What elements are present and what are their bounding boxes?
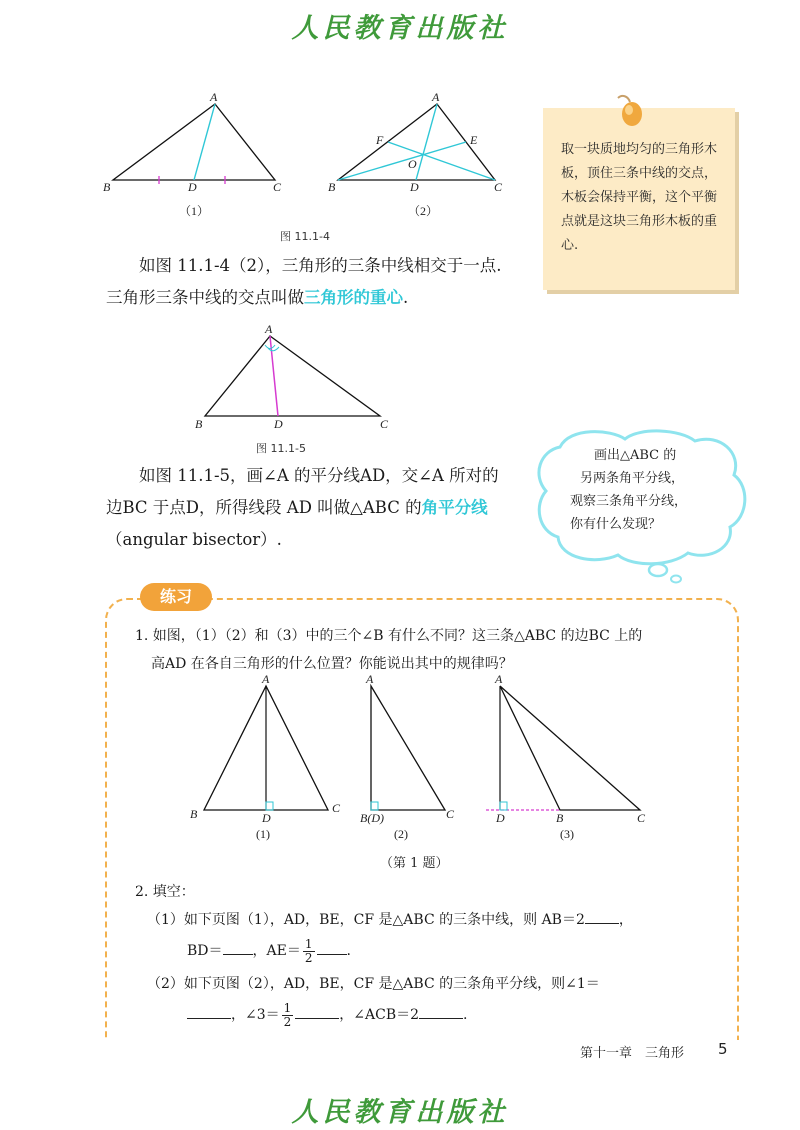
fraction-half-1 (303, 938, 315, 965)
fig4-2-label-o: O (408, 157, 417, 171)
q1-line-1: 1. 如图，（1）（2）和（3）中的三个∠B 有什么不同？这三条△ABC 的边BC 上的 (135, 628, 643, 644)
ex-f1-label-d: D (262, 811, 271, 825)
figure-11-1-5-caption: 图 11.1-5 (256, 442, 306, 455)
fig5-label-d: D (274, 417, 283, 431)
ex-f1-label-b: B (190, 807, 198, 821)
bubble-line-4: 你有什么发现？ (570, 517, 662, 532)
blank-ae[interactable] (317, 938, 347, 955)
fig4-1-label-c: C (273, 180, 282, 194)
exercise-q2 (135, 878, 725, 1032)
q2-item1-line2 (135, 934, 725, 968)
figure-11-1-4-caption: 图 11.1-4 (280, 230, 330, 243)
fig4-2-label-a: A (432, 92, 440, 104)
exercise-figures (180, 672, 660, 844)
fraction-num-2: 1 (283, 1000, 292, 1015)
fig5-label-c: C (380, 417, 389, 431)
exercise-fig-caption: （第 1 题） (380, 856, 449, 871)
publisher-footer: 人民教育出版社 (291, 1097, 509, 1128)
fraction-half-2 (282, 1002, 294, 1029)
sidenote-card (543, 108, 735, 290)
q2-item2-angle3: ，∠3＝ (231, 1007, 280, 1023)
q2-item2-acb: ，∠ACB＝2 (339, 1007, 420, 1023)
fraction-den-2: 2 (283, 1014, 292, 1029)
bubble-line-3: 观察三条角平分线， (570, 494, 688, 509)
exercise-badge: 练习 (140, 583, 212, 611)
pushpin-icon (612, 92, 648, 132)
bubble-line-1: 画出△ABC 的 (594, 448, 677, 463)
page-number: 5 (718, 1040, 728, 1058)
paragraph-bisector-end: （angular bisector）. (106, 530, 282, 549)
q2-item2-line2 (135, 998, 725, 1032)
paragraph-centroid-end: . (403, 288, 409, 307)
fig4-1-label-d: D (188, 180, 197, 194)
ex-f3-sub: (3) (560, 827, 574, 841)
ex-f3-label-c: C (637, 811, 646, 825)
ex-f1-label-c: C (332, 801, 341, 815)
fig5-label-a: A (265, 322, 273, 336)
figure-11-1-4-part2 (320, 92, 520, 220)
paragraph-centroid (106, 250, 506, 314)
ex-f1-label-a: A (262, 672, 270, 686)
blank-ab[interactable] (585, 907, 619, 924)
bubble-line-2: 另两条角平分线， (580, 471, 685, 486)
fig4-2-label-c: C (494, 180, 503, 194)
q2-item1-text: （1）如下页图（1），AD，BE，CF 是△ABC 的三条中线，则 AB＝2 (147, 912, 585, 928)
footer-chapter: 第十一章 三角形 (580, 1046, 685, 1061)
q2-item2-end: . (463, 1007, 468, 1023)
ex-f2-label-a: A (366, 672, 374, 686)
ex-f1-sub: (1) (256, 827, 270, 841)
figure-11-1-4-part1 (95, 92, 295, 220)
q2-item1-ae: ，AE＝ (252, 943, 301, 959)
q1-line-2: 高AD 在各自三角形的什么位置？你能说出其中的规律吗？ (151, 656, 513, 672)
q2-item2-line1 (135, 970, 725, 998)
term-angle-bisector: 角平分线 (421, 498, 488, 517)
fig4-1-subcaption: （1） (179, 204, 210, 218)
fig4-1-label-b: B (103, 180, 111, 194)
ex-f3-label-d: D (496, 811, 505, 825)
blank-angle3[interactable] (295, 1002, 339, 1019)
q2-item1-line1 (135, 906, 725, 934)
blank-acb[interactable] (419, 1002, 463, 1019)
ex-f2-label-c: C (446, 807, 455, 821)
q2-title: 2. 填空： (135, 884, 195, 900)
q2-item1-bd: BD＝ (187, 943, 223, 959)
ex-f3-label-b: B (556, 811, 564, 825)
q2-item1-end: . (346, 943, 351, 959)
ex-f3-label-a: A (495, 672, 503, 686)
exercise-q1 (135, 622, 725, 678)
ex-f2-sub: (2) (394, 827, 408, 841)
figure-11-1-5 (190, 322, 400, 434)
blank-angle1[interactable] (187, 1002, 231, 1019)
thought-bubble-text (562, 444, 742, 536)
term-centroid: 三角形的重心 (304, 288, 403, 307)
sidenote-text: 取一块质地均匀的三角形木板，顶住三条中线的交点，木板会保持平衡，这个平衡点就是这块三角形木板的重心. (561, 142, 718, 253)
paragraph-bisector (106, 460, 506, 556)
fig4-1-label-a: A (210, 92, 218, 104)
fraction-den-1: 2 (304, 950, 313, 965)
paragraph-bisector-text: 如图 11.1-5，画∠A 的平分线AD，交∠A 所对的边BC 于点D，所得线段 AD 叫做△ABC 的 (106, 466, 499, 517)
ex-f2-label-bd: B(D) (360, 811, 384, 825)
fig5-label-b: B (195, 417, 203, 431)
fig4-2-label-b: B (328, 180, 336, 194)
blank-bd[interactable] (223, 938, 253, 955)
paragraph-centroid-text: 如图 11.1-4（2），三角形的三条中线相交于一点. 三角形三条中线的交点叫做 (106, 256, 502, 307)
fig4-2-label-f: F (376, 133, 384, 147)
q2-item2-text: （2）如下页图（2），AD，BE，CF 是△ABC 的三条角平分线，则∠1＝ (147, 976, 600, 992)
fig4-2-label-d: D (410, 180, 419, 194)
publisher-header: 人民教育出版社 (291, 13, 509, 44)
fig4-2-label-e: E (470, 133, 478, 147)
fraction-num-1: 1 (304, 936, 313, 951)
q2-item1-comma: ， (618, 912, 633, 928)
fig4-2-subcaption: （2） (408, 204, 439, 218)
